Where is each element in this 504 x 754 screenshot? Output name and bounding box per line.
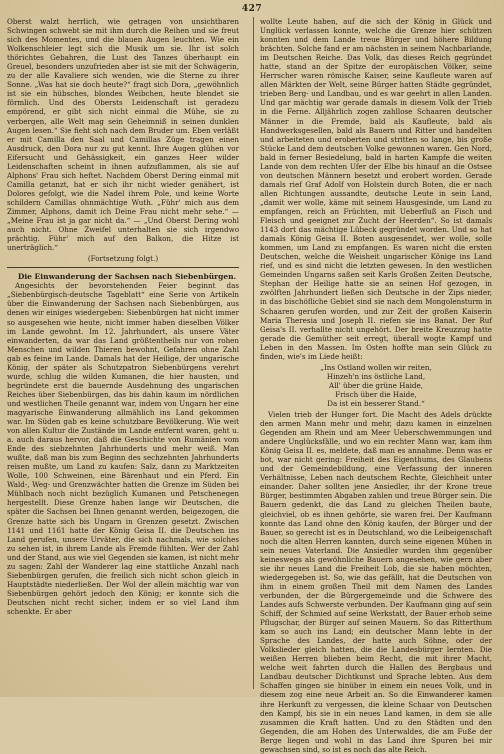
page-number: 427: [241, 4, 263, 14]
article-title: Die Einwanderung der Sachsen nach Siebenbürgen.: [17, 272, 237, 282]
section-divider: [7, 267, 239, 268]
poem-line: Frisch über die Haide,: [335, 389, 417, 399]
poem: [260, 363, 492, 408]
poem-line: „Ins Ostland wollen wir reiten,: [320, 362, 432, 372]
continuation-note: (Fortsetzung folgt.): [87, 254, 159, 264]
column-rule: [253, 17, 254, 689]
poem-line: Hinzeh'n ins östliche Land,: [326, 371, 426, 381]
article-paragraph: Vielen trieb der Hunger fort. Die Macht des Adels drückte den armen Mann mehr und mehr, dazu kamen in einzelnen Gegenden am Rhein und am Meer Ueberschwemmungen und andere Unglücksfälle, und wo ein rechter Mann war, kam ihm König Geisa II. es, meldete, daß man es annahme. Denn was er bot, war nicht gering: Freiheit des Eigenthums, des Glaubens und der Gemeindebildung, eine Verfassung der inneren Verhältnisse, Leben nach deutschem Rechte, Gleichheit unter einander. Daher sollten jene Ansiedler, ihr der Krone treue Bürger, bestimmten Abgaben zahlen und treue Bürger sein. Die Bauern gedenkt, die das Land zu gleichen Theilen baute, gleichviel, ob es ihnen gehörte, sie waren frei. Der Kaufmann konnte das Land ohne den König kaufen, der Bürger und der Bauer, so gerecht ist es in Deutschland, wo die Leibeigenschaft noch die alten Herren kannten, durch seine eigenen Mühen in sein neues Vaterland. Die Ansiedler wurden ihm gegenüber keineswegs als gewöhnliche Bauern angesehen, wie gern aber sie ihr neues Land die Freiheit Lob, die sie haben möchten, wiedergegeben ist. So, wie das gefällt, hat die Deutschen von ihm in einem großen Theil mit dem Namen des Landes verbunden, der die Bürgergemeinde und die Schwere des Landes aufs Schwerste verbunden. Der Kaufmann ging auf sein Schiff, der Schmied auf seine Werkstatt, der Bauer erhob seine Pflugschar, der Bürger auf seinen Mauern. So das Ritterthum kam so auch ins Land; ein deutscher Mann lebte in der Sprache des Landes, der hatte auch Söhne, oder der Volkslieder gleich hatten, die die Landesbürger lernten. Die weißen Herren blieben beim Recht, die mit ihrer Macht, welche weit fahrten durch die Hallen des Bergbaus und Landbau deutscher Dichtkunst und Sprache lebten. Aus dem Schaffen gingen sie hinüber in einem ein neues Volk, und in diesem zog eine neue Arbeit an. So die Einwanderer kamen ihre Herkunft zu vergessen, die kleine Schaar von Deutschen den Kampf, bis sie in ein neues Land kamen, in dem sie alle zusammen die Kraft hatten. Und zu den Städten und den Gegenden, die am Hohen des Unterwaldes, die am Fuße der Berge liegen und wohl in das Land ihre Spuren bei mir gewachsen sind, so ist es noch das alte Reich.: [260, 410, 492, 754]
article-paragraph: wollte Leute haben, auf die sich der König in Glück und Unglück verlassen konnte, welche die Grenze hier schützen konnten und dem Lande treue Bürger und höhere Bildung brächten. Solche fand er am nächsten in seinem Nachbarlande, im Deutschen Reiche. Das Volk, das dieses Reich gegründet hatte, stand an der Spitze der europäischen Völker, seine Herrscher waren römische Kaiser, seine Kaufleute waren auf allen Märkten der Welt, seine Bürger hatten Städte gegründet, trieben Berg- und Landbau, und es war geehrt in allen Landen. Und gar mächtig war gerade damals in diesem Volk der Trieb in die Ferne. Alljährlich zogen zahllose Schaaren deutscher Männer in die Fremde, bald als Kaufleute, bald als Handwerksgesellen, bald als Bauern und Ritter und handelten und arbeiteten und eroberten und stritten so lange, bis große Stücke Land dem deutschen Volke gewonnen waren. Gen Nord, bald in ferner Besiedelung, bald in harten Kampfe die weiten Lande von dem rechten Ufer der Elbe bis hinauf an die Ostsee von deutschen Männern besetzt und erobert worden. Gerade damals rief Graf Adolf von Holstein durch Boten, die er nach allen Richtungen aussandte, deutsche Leute in sein Land, „damit wer wolle, käme mit seinem Hausgesinde, um Land zu empfangen, reich an Früchten, mit Ueberfluß an Fisch und Fleisch und geeignet zur Zucht der Heerden“. So ist damals 1143 dort das mächtige Lübeck gegründet worden. Und so hat damals König Geisa II. Boten ausgesendet, wer wolle, solle kommen, um Land zu empfangen. Es waren nicht die ersten Deutschen, welche die Weisheit ungarischer Könige ins Land rief, und es sind nicht die letzten gewesen. In den westlichen Gemeinden Ungarns saßen seit Karls Großen Zeiten Deutsche, Stephan der Heilige hatte sie an seinen Hof gezogen, in zwölften Jahrhundert ließen sich Deutsche in der Zips nieder, in das bischöfliche Gebiet sind sie nach dem Mongolensturm in Schaaren gerufen worden, und zur Zeit der großen Kaiserin Maria Theresia und Joseph II. riefen sie ins Banat. Der Ruf Geisa's II. verhallte nicht ungehört. Der breite Kreuzzug hatte gerade die Gemüther seit erregt, überall wogte Kampf und Leben in den Massen. Im Osten hoffte man sein Glück zu finden, wie's im Liede heißt:: [260, 17, 492, 361]
story-paragraph: Oberst walzt herrlich, wie getragen von unsichtbaren Schwingen schwebt sie mit ihm durch die Reihen und sie freut sich des Momentes, und die blauen Augen leuchten. Wie ein Wolkenschleier legt sich die Musik um sie. Ihr ist solch thörichtes Gebahren, die Lust des Tanzes überhaupt ein Greuel, besonders unzufrieden aber ist sie mit der Schwägerin, zu der alle Kavaliere sich wenden, wie die Sterne zu ihrer Sonne. „Was hat sie doch heute?“ fragt sich Dora, „gewöhnlich ist sie ein hübsches, blondes Weibchen, heute blendet sie förmlich. Und des Obersts Leidenschaft ist geradezu empörend, er gibt sich nicht einmal die Mühe, sie zu verbergen, alle Welt mag sein Geheimniß in seinen dunklen Augen lesen.“ Sie fieht sich nach dem Bruder um. Eben verläßt er mit Camilla den Saal und Camillas Züge tragen einen Ausdruck, den Dora nur zu gut kennt. Ihre Augen glühen vor Eifersucht und Gehässigkeit, ein ganzes Heer wilder Leidenschaften scheint in ihnen aufzuflammen, als sie auf Alphons' Frau sich heftet. Nachdem Oberst Dering einmal mit Camilla getanzt, hat er sich ihr nicht wieder genähert, ist Dolores gefolgt, wie die Nadel ihrem Pole, und keine Worte schildern Camillas ohnmächtige Wuth. „Führ' mich aus dem Zimmer, Alphons, damit ich Deine Frau nicht mehr sehe.“ — „Meine Frau ist ja gar nicht da.“ — „Und Oberst Dering wohl auch nicht. Ohne Zweifel unterhalten sie sich irgendwo prächtig. Führ' mich auf den Balkon, die Hitze ist unerträglich.“: [7, 17, 239, 253]
right-column: [260, 17, 492, 754]
article-paragraph: Angesichts der bevorstehenden Feier beginnt das „Siebenbürgisch-deutsche Tageblatt“ eine Serie von Artikeln über die Einwanderung der Sachsen nach Siebenbürgen, aus denen wir einiges wiedergeben: Siebenbürgen hat nicht immer so ausgesehen wie heute, nicht immer haben dieselben Völker im Lande gewohnt. Im 12. Jahrhundert, als unsere Väter einwanderten, da war das Land größtentheils nur von rohen Menschen und wilden Thieren bewohnt, Gefahren ohne Zahl gab es feine im Lande. Damals hat der Heilige, der ungarische König, der später als Schutzpatron Siebenbürgens verehrt wurde, schlug die wilden Kumanen, die hier hausten, und begründete erst die bauernde Ausdehnung des ungarischen Reiches über Siebenbürgen, das bis dahin kaum im nördlichen und westlichen Theile genannt war, indem von Ungarn her eine magyarische Einwanderung allmählich ins Land gekommen war. Im Süden gab es keine schutzbare Bevölkerung. Wie weit von allen Kultur die Zustände im Lande entfernt waren, geht u. a. auch daraus hervor, daß die Geschichte von Rumänien vom Ende des siebzehnten Jahrhunderts und mehr weiß. Man wußte, daß man bis zum Beginn des sechzehnten Jahrhunderts reisen mußte, um Land zu kaufen: Salz, dann zu Marktzeiten Wolle, 100 Schweinen, eine Bärenhaut und ein Pferd. Ein Wald-, Weg- und Grenzwächter hatten die Grenze im Süden bei Mühlbach noch nicht bezüglich Kumanen und Petschenegen hergestellt. Diese Grenze haben lange wir Deutschen, die später die Sachsen bei Ihnen genannt werden, beigezogen, die Grenze hatte sich bis Ungarn in Grenzen gesetzt. Zwischen 1141 und 1161 hatte der König Geisa II. die Deutschen ins Land gerufen, unsere Urväter, die sich nachmals, wie solches zu sehen ist, in ihrem Lande als Fremde fühlten. Wer der Zahl und der Stand, aus wie viel Gegenden sie kamen, ist nicht mehr zu sagen: Zahl der Wanderer lag eine stattliche Anzahl nach Siebenbürgen gerufen, die freilich sich nicht schon gleich in Hauptstädte niederließen. Der Wol der allein mächtig war von Siebenbürgen gehört jedoch den König; er konnte sich die Deutschen nicht recht sicher, indem er so viel Land ihm schenkte. Er aber: [7, 281, 239, 616]
poem-line: All' über die grüne Haide,: [329, 380, 423, 390]
left-column: [7, 17, 239, 691]
poem-line: Da ist ein besserer Stand.“: [327, 398, 425, 408]
